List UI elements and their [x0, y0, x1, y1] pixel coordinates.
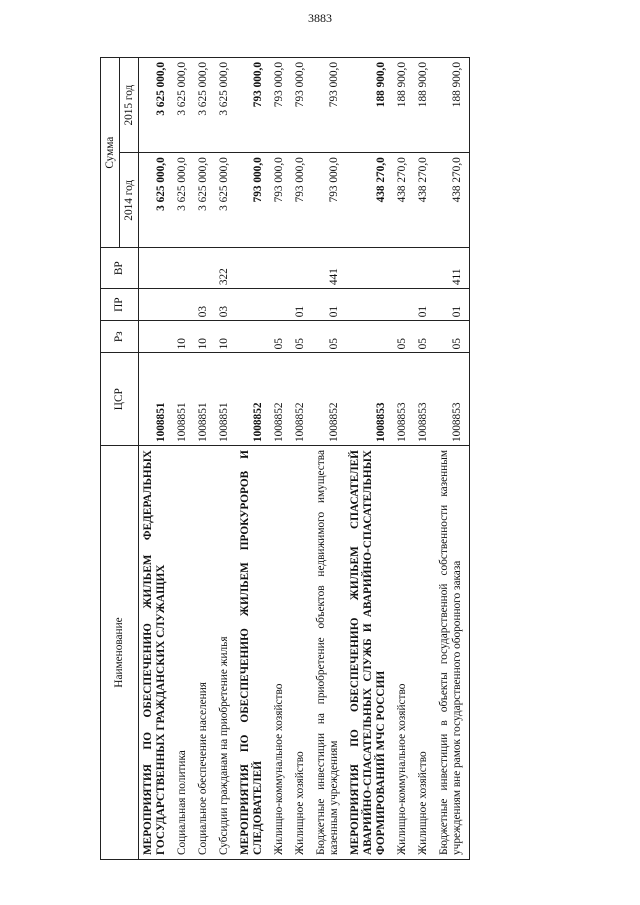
row-vr: [346, 248, 393, 289]
row-name: Бюджетные инвестиции на приобретение объектов недвижимого имущества казенным учреждениям: [312, 446, 346, 860]
row-name: МЕРОПРИЯТИЯ ПО ОБЕСПЕЧЕНИЮ ЖИЛЬЕМ ПРОКУРОРОВ И СЛЕДОВАТЕЛЕЙ: [236, 446, 270, 860]
row-name: Жилищное хозяйство: [414, 446, 435, 860]
row-vr: 441: [312, 248, 346, 289]
table-row: [414, 58, 435, 860]
row-csr: 1008851: [194, 353, 215, 446]
row-sum-2015: 3 625 000,0: [173, 58, 194, 153]
row-pr: [346, 289, 393, 321]
rotated-table-container: [100, 57, 540, 860]
row-rz: 05: [435, 321, 470, 353]
header-year-2014: 2014 год: [120, 153, 139, 248]
row-sum-2014: 3 625 000,0: [173, 153, 194, 248]
row-pr: 03: [194, 289, 215, 321]
row-sum-2015: 188 900,0: [346, 58, 393, 153]
row-name: Социальное обеспечение населения: [194, 446, 215, 860]
row-rz: 10: [215, 321, 236, 353]
row-csr: 1008851: [173, 353, 194, 446]
header-year-2015: 2015 год: [120, 58, 139, 153]
table-body: [139, 58, 470, 860]
row-sum-2015: 793 000,0: [312, 58, 346, 153]
row-sum-2014: 793 000,0: [312, 153, 346, 248]
row-pr: 03: [215, 289, 236, 321]
table-row: [346, 58, 393, 860]
row-csr: 1008853: [435, 353, 470, 446]
row-vr: 322: [215, 248, 236, 289]
row-rz: 05: [312, 321, 346, 353]
table-row: [393, 58, 414, 860]
page-number: 3883: [308, 11, 332, 25]
table-row: [291, 58, 312, 860]
row-csr: 1008851: [215, 353, 236, 446]
header-vr: ВР: [101, 248, 139, 289]
table-row: [270, 58, 291, 860]
row-sum-2014: 793 000,0: [236, 153, 270, 248]
row-sum-2014: 438 270,0: [435, 153, 470, 248]
row-pr: [270, 289, 291, 321]
row-csr: 1008851: [139, 353, 174, 446]
table-row: [215, 58, 236, 860]
row-sum-2014: 438 270,0: [346, 153, 393, 248]
row-pr: [173, 289, 194, 321]
table-row: [312, 58, 346, 860]
row-sum-2015: 793 000,0: [270, 58, 291, 153]
row-sum-2015: 3 625 000,0: [215, 58, 236, 153]
row-name: Жилищно-коммунальное хозяйство: [270, 446, 291, 860]
row-rz: 05: [270, 321, 291, 353]
row-vr: [270, 248, 291, 289]
row-csr: 1008853: [346, 353, 393, 446]
row-name: Бюджетные инвестиции в объекты государственной собственности казенным учреждениям вне рамок государственного оборонного заказа: [435, 446, 470, 860]
row-vr: 411: [435, 248, 470, 289]
row-sum-2015: 188 900,0: [393, 58, 414, 153]
row-name: МЕРОПРИЯТИЯ ПО ОБЕСПЕЧЕНИЮ ЖИЛЬЕМ СПАСАТЕЛЕЙ АВАРИЙНО-СПАСАТЕЛЬНЫХ СЛУЖБ И АВАРИЙНО-СПАСАТЕЛЬНЫХ ФОРМИРОВАНИЙ МЧС РОССИИ: [346, 446, 393, 860]
row-vr: [194, 248, 215, 289]
row-sum-2015: 793 000,0: [291, 58, 312, 153]
row-name: Жилищное хозяйство: [291, 446, 312, 860]
row-vr: [236, 248, 270, 289]
row-name: Субсидии гражданам на приобретение жилья: [215, 446, 236, 860]
row-rz: [236, 321, 270, 353]
row-rz: 05: [414, 321, 435, 353]
row-sum-2015: 3 625 000,0: [139, 58, 174, 153]
row-csr: 1008852: [291, 353, 312, 446]
row-name: МЕРОПРИЯТИЯ ПО ОБЕСПЕЧЕНИЮ ЖИЛЬЕМ ФЕДЕРАЛЬНЫХ ГОСУДАРСТВЕННЫХ ГРАЖДАНСКИХ СЛУЖАЩИХ: [139, 446, 174, 860]
row-sum-2015: 3 625 000,0: [194, 58, 215, 153]
row-pr: 01: [291, 289, 312, 321]
row-rz: 10: [173, 321, 194, 353]
header-sum: Сумма: [101, 58, 120, 248]
row-csr: 1008852: [236, 353, 270, 446]
table-row: [236, 58, 270, 860]
row-sum-2015: 188 900,0: [414, 58, 435, 153]
row-vr: [414, 248, 435, 289]
row-sum-2015: 188 900,0: [435, 58, 470, 153]
row-sum-2014: 3 625 000,0: [194, 153, 215, 248]
table-row: [173, 58, 194, 860]
row-csr: 1008853: [393, 353, 414, 446]
row-sum-2015: 793 000,0: [236, 58, 270, 153]
header-csr: ЦСР: [101, 353, 139, 446]
row-vr: [173, 248, 194, 289]
table-row: [435, 58, 470, 860]
header-name: Наименование: [101, 446, 139, 860]
row-vr: [393, 248, 414, 289]
row-csr: 1008852: [312, 353, 346, 446]
row-pr: 01: [414, 289, 435, 321]
row-rz: 05: [393, 321, 414, 353]
table-row: [194, 58, 215, 860]
row-rz: [346, 321, 393, 353]
header-rz: Рз: [101, 321, 139, 353]
row-vr: [139, 248, 174, 289]
row-rz: 10: [194, 321, 215, 353]
header-pr: ПР: [101, 289, 139, 321]
row-sum-2014: 3 625 000,0: [139, 153, 174, 248]
table-row: [139, 58, 174, 860]
budget-table: [100, 57, 470, 860]
row-rz: 05: [291, 321, 312, 353]
row-vr: [291, 248, 312, 289]
row-csr: 1008852: [270, 353, 291, 446]
row-sum-2014: 438 270,0: [393, 153, 414, 248]
row-pr: [236, 289, 270, 321]
row-name: Жилищно-коммунальное хозяйство: [393, 446, 414, 860]
row-pr: 01: [435, 289, 470, 321]
row-csr: 1008853: [414, 353, 435, 446]
row-sum-2014: 793 000,0: [291, 153, 312, 248]
row-sum-2014: 438 270,0: [414, 153, 435, 248]
row-sum-2014: 3 625 000,0: [215, 153, 236, 248]
row-name: Социальная политика: [173, 446, 194, 860]
row-pr: 01: [312, 289, 346, 321]
row-pr: [393, 289, 414, 321]
row-sum-2014: 793 000,0: [270, 153, 291, 248]
row-rz: [139, 321, 174, 353]
row-pr: [139, 289, 174, 321]
